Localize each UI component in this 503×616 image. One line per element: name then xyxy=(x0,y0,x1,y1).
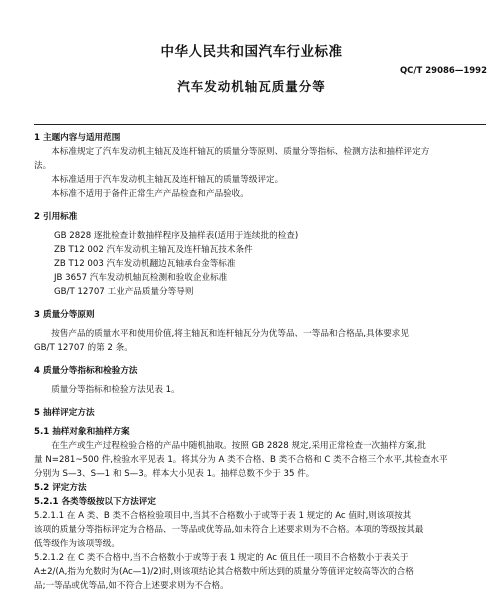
section-4-heading: 4 质量分等指标和检验方法 xyxy=(34,366,138,376)
section-2-heading: 2 引用标准 xyxy=(34,212,78,222)
section-3-paragraph-cont: GB/T 12707 的第 2 条。 xyxy=(34,343,133,353)
clause-5-2-1-2-line: 品;一等品或优等品,如不符合上述要求则为不合格。 xyxy=(34,581,229,591)
clause-5-2-1-1-line: 5.2.1.1 在 A 类、B 类不合格检验项目中,当其不合格数小于或等于表 1 规定的 Ac 值时,则该项按其 xyxy=(34,511,412,521)
document-body xyxy=(34,131,486,593)
clause-5-2-1-1-line: 该项的质量分等指标评定为合格品、一等品或优等品,如未符合上述要求则为不合格。本项的等级按其最 xyxy=(34,525,424,535)
reference-item: GB/T 12707 工业产品质量分等导则 xyxy=(54,287,194,297)
subsection-5-1-line: 在生产或生产过程检验合格的产品中随机抽取。按照 GB 2828 规定,采用正常检查一次抽样方案,批 xyxy=(51,441,426,451)
reference-item: GB 2828 逐批检查计数抽样程序及抽样表(适用于连续批的检查) xyxy=(54,231,299,241)
clause-5-2-1-2-line: 5.2.1.2 在 C 类不合格中,当不合格数小于或等于表 1 规定的 Ac 值且任一项目不合格数小于表关于 xyxy=(34,553,409,563)
subsection-5-2-1-heading: 5.2.1 各类等级按以下方法评定 xyxy=(34,497,156,507)
reference-item: ZB T12 002 汽车发动机主轴瓦及连杆轴瓦技术条件 xyxy=(54,245,253,255)
section-1-paragraph-1: 本标准规定了汽车发动机主轴瓦及连杆轴瓦的质量分等原则、质量分等指标、检测方法和抽样评定方 xyxy=(51,147,430,157)
clause-5-2-1-2-line: A±2/(A,指为允数时为(Ac—1)/2)时,则该项结论其合格数中所达到的质量分等值评定较高等次的合格 xyxy=(34,567,414,577)
reference-item: JB 3657 汽车发动机轴瓦检测和验收企业标准 xyxy=(54,273,228,283)
section-3-heading: 3 质量分等原则 xyxy=(34,310,95,320)
reference-item: ZB T12 003 汽车发动机翻边瓦轴承台金等标准 xyxy=(54,259,236,269)
section-5-heading: 5 抽样评定方法 xyxy=(34,408,95,418)
section-1-paragraph-3: 本标准不适用于备件正常生产产品检查和产品验收。 xyxy=(51,189,249,199)
section-1-heading: 1 主题内容与适用范围 xyxy=(34,133,121,143)
subsection-5-2-heading: 5.2 评定方法 xyxy=(34,483,87,493)
subsection-5-1-heading: 5.1 抽样对象和抽样方案 xyxy=(34,427,130,437)
subsection-5-1-line: 量 N=281~500 件,检验水平见表 1。将其分为 A 类不合格、B 类不合格和 C 类不合格三个水平,其检查水平 xyxy=(34,455,448,465)
clause-5-2-1-1-line: 低等级作为该项等级。 xyxy=(34,539,120,549)
subsection-5-1-line: 分别为 S—3、S—1 和 S—3。样本大小见表 1。抽样总数不少于 35 件。 xyxy=(34,469,315,479)
header-divider xyxy=(34,124,486,125)
section-1-paragraph-1-cont: 法。 xyxy=(34,161,52,171)
document-title: 汽车发动机轴瓦质量分等 xyxy=(177,79,326,94)
section-3-paragraph: 按售产品的质量水平和使用价值,将主轴瓦和连杆轴瓦分为优等品、一等品和合格品,具体要求见 xyxy=(51,329,409,339)
section-1-paragraph-2: 本标准适用于汽车发动机主轴瓦及连杆轴瓦的质量等级评定。 xyxy=(51,175,284,185)
standard-code: QC/T 29086—1992 xyxy=(399,66,487,76)
standard-title: 中华人民共和国汽车行业标准 xyxy=(160,44,343,60)
section-4-paragraph: 质量分等指标和检验方法见表 1。 xyxy=(51,385,180,395)
